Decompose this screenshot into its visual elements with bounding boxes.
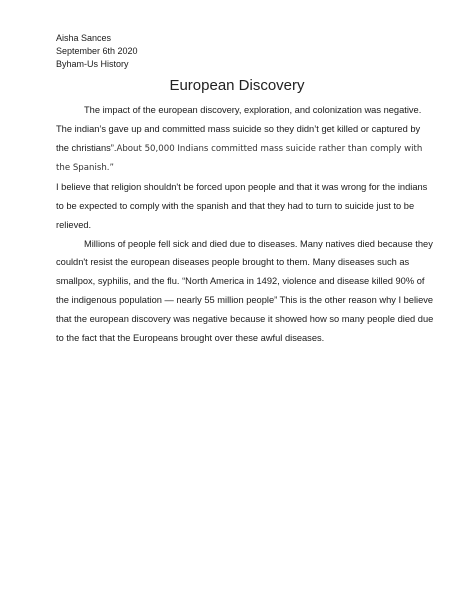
paragraph-1-quote: About 50,000 Indians committed mass suicide rather than comply with the Spanish.” xyxy=(56,143,423,174)
document-body xyxy=(56,101,434,347)
paragraph-3: Millions of people fell sick and died due to diseases. Many natives died because they couldn't resist the european diseases people brought to them. Many diseases such as smallpox, syphilis, and the flu. “North America in 1492, violence and disease killed 90% of the indigenous population — nearly 55 million people” This is the other reason why I believe that the european discovery was negative because it showed how so many people died due to the fact that the Europeans brought over these awful diseases. xyxy=(56,238,434,343)
paragraph-2: I believe that religion shouldn't be forced upon people and that it was wrong for the indians to be expected to comply with the spanish and that they had to turn to suicide just to be relieved. xyxy=(56,182,428,230)
document-header xyxy=(56,32,138,71)
document-date: September 6th 2020 xyxy=(56,46,138,56)
course-name: Byham-Us History xyxy=(56,59,129,69)
paragraph-1-text: The impact of the european discovery, exploration, and colonization was negative. The indian’s gave up and committed mass suicide so they didn’t get killed or captured by the christians”. xyxy=(56,105,422,153)
paragraph-1 xyxy=(56,101,434,178)
document-title: European Discovery xyxy=(169,77,305,94)
author-name: Aisha Sances xyxy=(56,33,112,43)
